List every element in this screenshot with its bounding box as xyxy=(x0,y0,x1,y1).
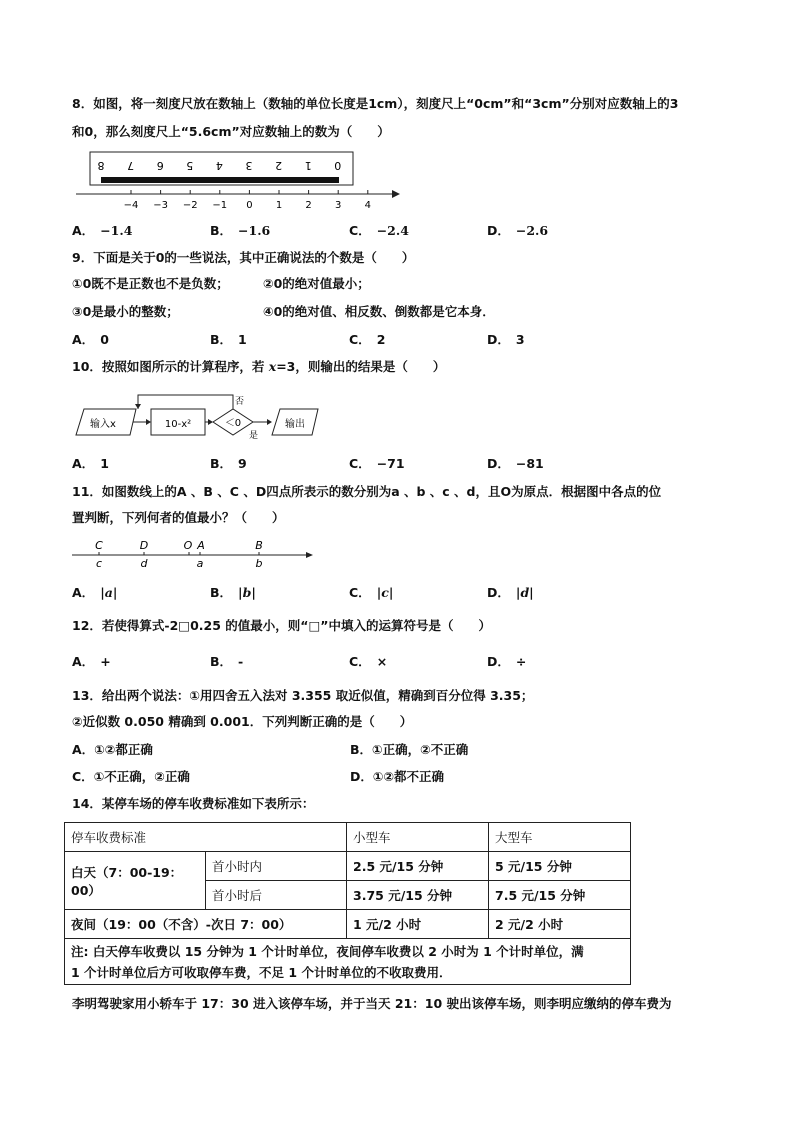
small-night: 1 元/2 小时 xyxy=(347,910,489,939)
q11-stem-line1: 11．如图数线上的A 、B 、C 、D四点所表示的数分别为a 、b 、c 、d，且O为原点．根据图中各点的位 xyxy=(72,484,662,499)
option-letter: D． xyxy=(350,769,373,784)
value-c: c xyxy=(95,557,103,570)
option-value: ①②都不正确 xyxy=(372,769,445,784)
q11-option-b[interactable] xyxy=(210,585,256,601)
ruler-label: 8 xyxy=(97,159,105,172)
option-value: |a| xyxy=(100,585,118,600)
option-letter: A． xyxy=(72,223,95,238)
flow-arrowhead-3 xyxy=(267,419,272,425)
q9-statement-3: ③0是最小的整数； xyxy=(72,304,179,319)
option-value: −1.4 xyxy=(100,223,133,238)
value-d: d xyxy=(140,557,148,570)
flow-no-label: 否 xyxy=(235,397,245,407)
q9-option-c[interactable] xyxy=(349,332,385,348)
small-first-hour: 2.5 元/15 分钟 xyxy=(347,852,489,881)
q9-stem: 9．下面是关于0的一些说法，其中正确说法的个数是（ ） xyxy=(72,250,415,265)
header-large-car: 大型车 xyxy=(489,823,631,852)
option-letter: D． xyxy=(487,223,510,238)
q14-stem: 14．某停车场的停车收费标准如下表所示： xyxy=(72,796,315,811)
option-value: 3 xyxy=(515,332,525,347)
option-letter: D． xyxy=(487,332,510,347)
header-small-car: 小型车 xyxy=(347,823,489,852)
q11-option-c[interactable] xyxy=(349,585,393,601)
option-value: |c| xyxy=(376,585,394,600)
axis-tick-label: 1 xyxy=(275,200,283,211)
option-letter: A． xyxy=(72,654,95,669)
note-line-2: 1 个计时单位后方可收取停车费，不足 1 个计时单位的不收取费用． xyxy=(71,964,452,980)
option-letter: C． xyxy=(349,654,371,669)
q12-option-b[interactable] xyxy=(210,654,243,670)
point-O: O xyxy=(183,539,193,552)
note-line-1: 注: 白天停车收费以 15 分钟为 1 个计时单位，夜间停车收费以 2 小时为 1 个计时单位，满 xyxy=(71,943,584,959)
ruler-label: 1 xyxy=(304,159,312,172)
option-letter: D． xyxy=(487,654,510,669)
option-letter: B． xyxy=(350,742,373,757)
q10-option-b[interactable] xyxy=(210,456,247,472)
ruler-bar xyxy=(101,177,339,183)
ruler-label: 0 xyxy=(334,159,342,172)
q12-option-d[interactable] xyxy=(487,654,526,670)
option-value: |b| xyxy=(238,585,256,600)
flow-loop-line xyxy=(138,395,233,409)
option-value: −1.6 xyxy=(238,223,271,238)
ruler-label: 5 xyxy=(186,159,194,172)
q11-axis-arrow xyxy=(306,552,313,558)
option-value: 2 xyxy=(376,332,386,347)
q8-ruler-figure xyxy=(70,150,400,214)
option-value: 9 xyxy=(238,456,247,471)
q13-option-c[interactable] xyxy=(72,769,190,785)
first-hour-label: 首小时内 xyxy=(206,852,347,881)
q9-option-d[interactable] xyxy=(487,332,525,348)
option-value: ①正确，②不正确 xyxy=(372,742,469,757)
q10-stem-b: =3，则输出的结果是（ ） xyxy=(276,359,446,374)
option-letter: A． xyxy=(72,585,95,600)
table-note xyxy=(65,939,631,985)
option-value: + xyxy=(100,654,111,669)
axis-tick-label: −2 xyxy=(182,200,198,211)
flow-process-label: 10-x² xyxy=(164,419,192,430)
option-value: ①不正确，②正确 xyxy=(93,769,190,784)
q8-option-a[interactable] xyxy=(72,223,132,239)
q14-tail: 李明驾驶家用小轿车于 17：30 进入该停车场，并于当天 21：10 驶出该停车场，则李明应缴纳的停车费为 xyxy=(72,996,672,1011)
after-first-hour-label: 首小时后 xyxy=(206,881,347,910)
q13-option-b[interactable] xyxy=(350,742,468,758)
option-letter: A． xyxy=(72,456,95,471)
q13-stem-line1: 13．给出两个说法：①用四舍五入法对 3.355 取近似值，精确到百分位得 3.35； xyxy=(72,688,534,703)
q10-stem-var: x xyxy=(268,359,277,374)
option-letter: C． xyxy=(349,332,371,347)
option-letter: B． xyxy=(210,223,233,238)
q8-option-d[interactable] xyxy=(487,223,548,239)
q9-statement-2: ②0的绝对值最小； xyxy=(263,276,370,291)
flow-yes-label: 是 xyxy=(249,431,259,441)
q9-statement-1: ①0既不是正数也不是负数； xyxy=(72,276,229,291)
flow-loop-arrowhead xyxy=(135,404,141,409)
flow-decision-label: ＜0 xyxy=(224,418,242,429)
option-letter: C． xyxy=(349,456,371,471)
q9-option-b[interactable] xyxy=(210,332,247,348)
option-value: × xyxy=(376,654,388,669)
option-letter: C． xyxy=(349,585,371,600)
ruler-label: 4 xyxy=(215,159,223,172)
parking-fee-table xyxy=(64,822,631,985)
option-value: 0 xyxy=(100,332,109,347)
header-standard: 停车收费标准 xyxy=(65,823,347,852)
table-row xyxy=(65,910,631,939)
q10-option-c[interactable] xyxy=(349,456,405,472)
option-value: −71 xyxy=(376,456,405,471)
q8-option-b[interactable] xyxy=(210,223,270,239)
option-letter: B． xyxy=(210,456,233,471)
axis-tick-label: 4 xyxy=(364,200,371,211)
flow-arrowhead-1 xyxy=(146,419,151,425)
point-B: B xyxy=(255,539,263,552)
q12-stem: 12．若使得算式-2□0.25 的值最小，则“□”中填入的运算符号是（ ） xyxy=(72,618,492,633)
axis-tick-label: −1 xyxy=(212,200,228,211)
option-letter: A． xyxy=(72,332,95,347)
point-D: D xyxy=(139,539,149,552)
ruler-label: 2 xyxy=(275,159,283,172)
day-label: 白天（7：00-19：00） xyxy=(65,852,206,910)
point-C: C xyxy=(95,539,103,552)
value-a: a xyxy=(196,557,204,570)
q10-option-a[interactable] xyxy=(72,456,109,472)
option-value: 1 xyxy=(100,456,109,471)
value-b: b xyxy=(255,557,263,570)
option-letter: B． xyxy=(210,654,233,669)
option-letter: C． xyxy=(349,223,371,238)
axis-tick-label: −3 xyxy=(153,200,168,211)
night-label: 夜间（19：00（不含）-次日 7：00） xyxy=(65,910,347,939)
option-value: −2.6 xyxy=(515,223,549,238)
small-after-hour: 3.75 元/15 分钟 xyxy=(347,881,489,910)
table-row xyxy=(65,852,631,881)
ruler-label: 3 xyxy=(245,159,253,172)
option-value: ÷ xyxy=(515,654,527,669)
option-value: - xyxy=(238,654,244,669)
q12-option-c[interactable] xyxy=(349,654,387,670)
axis-arrow xyxy=(392,190,400,198)
q8-option-c[interactable] xyxy=(349,223,409,239)
q9-option-a[interactable] xyxy=(72,332,109,348)
axis-tick-label: −4 xyxy=(123,200,139,211)
q13-option-a[interactable] xyxy=(72,742,153,758)
q11-option-d[interactable] xyxy=(487,585,534,601)
q11-number-line xyxy=(70,536,320,572)
q10-flowchart xyxy=(72,385,322,441)
table-header-row xyxy=(65,823,631,852)
option-value: |d| xyxy=(515,585,534,600)
option-letter: D． xyxy=(487,585,510,600)
option-letter: B． xyxy=(210,585,233,600)
option-value: 1 xyxy=(238,332,247,347)
axis-tick-label: 2 xyxy=(305,200,312,211)
axis-tick-label: 3 xyxy=(335,200,342,211)
q10-stem-a: 10．按照如图所示的计算程序，若 xyxy=(72,359,269,374)
large-after-hour: 7.5 元/15 分钟 xyxy=(489,881,631,910)
ruler-label: 6 xyxy=(156,159,164,172)
q11-stem-line2: 置判断，下列何者的值最小？（ ） xyxy=(72,510,285,525)
q9-statement-4: ④0的绝对值、相反数、倒数都是它本身． xyxy=(263,304,495,319)
option-letter: B． xyxy=(210,332,233,347)
q8-stem-line2: 和0，那么刻度尺上“5.6cm”对应数轴上的数为（ ） xyxy=(72,124,390,139)
option-letter: A． xyxy=(72,742,95,757)
large-first-hour: 5 元/15 分钟 xyxy=(489,852,631,881)
q11-option-a[interactable] xyxy=(72,585,117,601)
flow-input-label: 输入x xyxy=(90,419,116,430)
large-night: 2 元/2 小时 xyxy=(489,910,631,939)
q10-option-d[interactable] xyxy=(487,456,544,472)
point-A: A xyxy=(197,539,205,552)
table-note-row xyxy=(65,939,631,985)
option-value: −81 xyxy=(515,456,544,471)
option-letter: D． xyxy=(487,456,510,471)
option-value: ①②都正确 xyxy=(94,742,153,757)
q12-option-a[interactable] xyxy=(72,654,111,670)
option-value: −2.4 xyxy=(376,223,409,238)
q13-stem-line2: ②近似数 0.050 精确到 0.001．下列判断正确的是（ ） xyxy=(72,714,413,729)
option-letter: C． xyxy=(72,769,94,784)
ruler-label: 7 xyxy=(127,159,135,172)
q10-stem xyxy=(72,359,445,375)
q8-stem-line1: 8．如图，将一刻度尺放在数轴上（数轴的单位长度是1cm），刻度尺上“0cm”和“3cm”分别对应数轴上的3 xyxy=(72,96,679,111)
flow-output-label: 输出 xyxy=(285,419,305,430)
axis-tick-label: 0 xyxy=(246,200,253,211)
q13-option-d[interactable] xyxy=(350,769,444,785)
